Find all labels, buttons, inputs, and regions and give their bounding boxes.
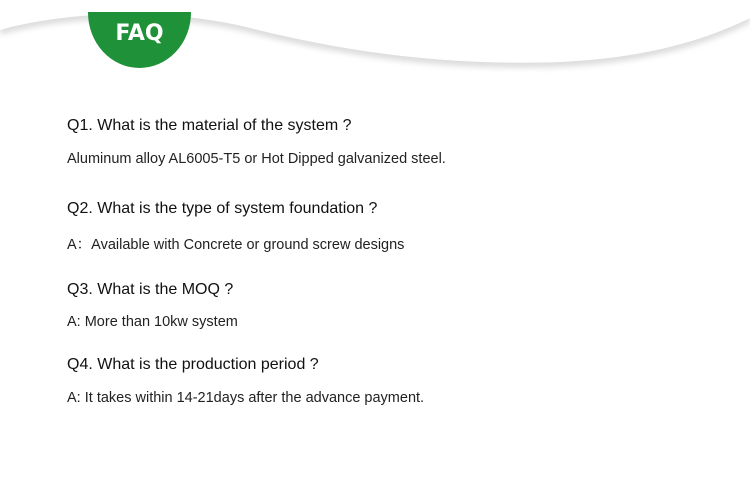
faq-question-3: Q3. What is the MOQ ? [67,281,234,298]
faq-badge: FAQ [88,12,191,68]
faq-answer-3: A: More than 10kw system [67,314,238,330]
faq-answer-2: A：Available with Concrete or ground screw designs [67,237,405,253]
faq-question-1: Q1. What is the material of the system ? [67,117,352,134]
faq-answer-4: A: It takes within 14-21days after the advance payment. [67,390,425,406]
faq-question-4: Q4. What is the production period ? [67,356,319,373]
faq-answer-1: Aluminum alloy AL6005-T5 or Hot Dipped galvanized steel. [67,151,446,167]
faq-question-2: Q2. What is the type of system foundation ? [67,200,378,217]
